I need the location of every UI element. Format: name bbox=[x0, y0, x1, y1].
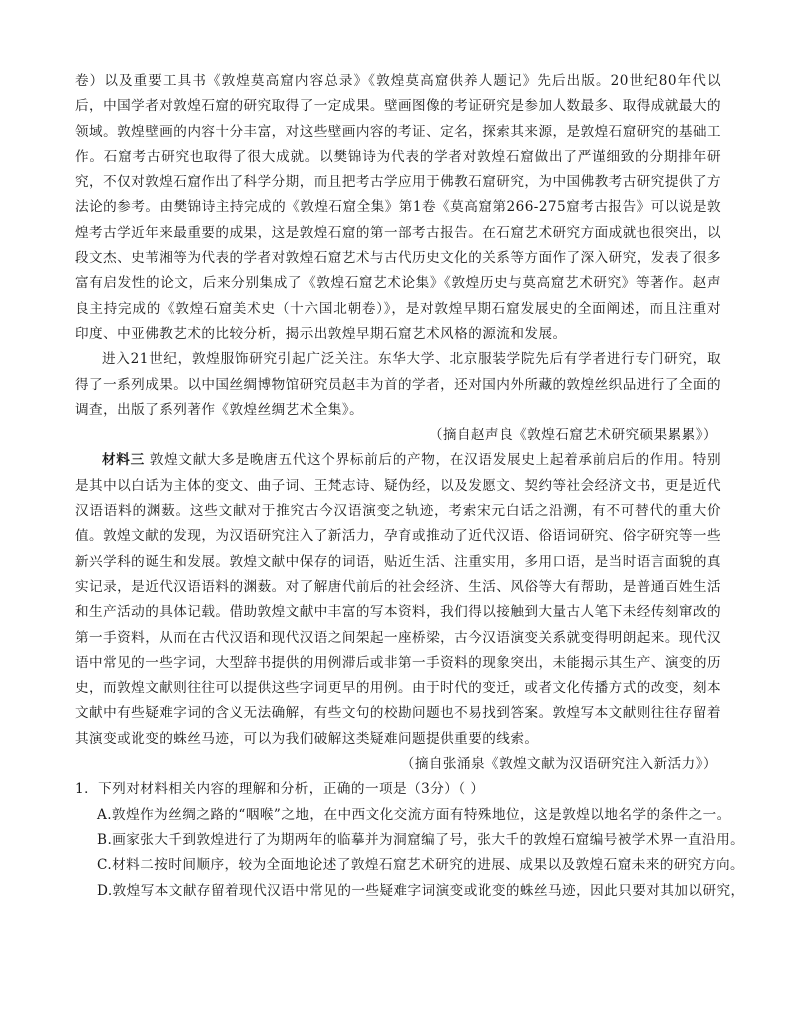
material2-paragraph-2: 进入21世纪，敦煌服饰研究引起广泛关注。东华大学、北京服装学院先后有学者进行专门研究，取得了一系列成果。以中国丝绸博物馆研究员赵丰为首的学者，还对国内外所藏的敦煌丝织品进行了全面的调查，出版了系列著作《敦煌丝绸艺术全集》。 bbox=[75, 351, 722, 418]
material2-source: （摘自赵声良《敦煌石窟艺术研究硕果累累》） bbox=[428, 427, 717, 444]
material3-paragraph bbox=[75, 448, 721, 752]
material3-body: 敦煌文献大多是晚唐五代这个界标前后的产物，在汉语发展史上起着承前启后的作用。特别是其中以白话为主体的变文、曲子词、王梵志诗、疑伪经，以及发愿文、契约等社会经济文书，更是近代汉语语料的渊薮。这些文献对于推究古今汉语演变之轨迹，考索宋元白话之沿溯，有不可替代的重大价值。敦煌文献的发现，为汉语研究注入了新活力，孕育或推动了近代汉语、俗语词研究、俗字研究等一些新兴学科的诞生和发展。敦煌文献中保存的词语，贴近生活、注重实用，多用口语，是当时语言面貌的真实记录，是近代汉语语料的渊薮。对了解唐代前后的社会经济、生活、风俗等大有帮助，是普通百姓生活和生产活动的具体记载。借助敦煌文献中丰富的写本资料，我们得以接触到大量古人笔下未经传刻窜改的第一手资料，从而在古代汉语和现代汉语之间架起一座桥梁，古今汉语演变关系就变得明朗起来。现代汉语中常见的一些字词，大型辞书提供的用例滞后或非第一手资料的现象突出，未能揭示其生产、演变的历史，而敦煌文献则往往可以提供这些字词更早的用例。由于时代的变迁，或者文化传播方式的改变，刻本文献中有些疑难字词的含义无法确解，有些文句的校勘问题也不易找到答案。敦煌写本文献则往往存留着其演变或讹变的蛛丝马迹，可以为我们破解这类疑难问题提供重要的线索。 bbox=[75, 452, 722, 747]
reading-material bbox=[75, 69, 745, 904]
question-1-option-d[interactable]: D.敦煌写本文献存留着现代汉语中常见的一些疑难字词演变或讹变的蛛丝马迹，因此只要对其加以研究， bbox=[97, 882, 745, 899]
question-1-option-b[interactable]: B.画家张大千到敦煌进行了为期两年的临摹并为洞窟编了号，张大千的敦煌石窟编号被学术界一直沿用。 bbox=[97, 831, 745, 848]
question-1-option-c[interactable]: C.材料二按时间顺序，较为全面地论述了敦煌石窟艺术研究的进展、成果以及敦煌石窟未来的研究方向。 bbox=[97, 857, 745, 874]
material2-paragraph-1: 卷）以及重要工具书《敦煌莫高窟内容总录》《敦煌莫高窟供养人题记》先后出版。20世纪80年代以后，中国学者对敦煌石窟的研究取得了一定成果。壁画图像的考证研究是参加人数最多、取得成就最大的领域。敦煌壁画的内容十分丰富，对这些壁画内容的考证、定名，探索其来源，是敦煌石窟研究的基础工作。石窟考古研究也取得了很大成就。以樊锦诗为代表的学者对敦煌石窟做出了严谨细致的分期排年研究，不仅对敦煌石窟作出了科学分期，而且把考古学应用于佛教石窟研究，为中国佛教考古研究提供了方法论的参考。由樊锦诗主持完成的《敦煌石窟全集》第1卷《莫高窟第266-275窟考古报告》可以说是敦煌考古学近年来最重要的成果，这是敦煌石窟的第一部考古报告。在石窟艺术研究方面成就也很突出，以段文杰、史苇湘等为代表的学者对敦煌石窟艺术与古代历史文化的关系等方面作了深入研究，发表了很多富有启发性的论文，后来分别集成了《敦煌石窟艺术论集》《敦煌历史与莫高窟艺术研究》等著作。赵声良主持完成的《敦煌石窟美术史（十六国北朝卷）》，是对敦煌早期石窟发展史的全面阐述，而且注重对印度、中亚佛教艺术的比较分析，揭示出敦煌早期石窟艺术风格的源流和发展。 bbox=[75, 73, 722, 342]
material3-label: 材料三 bbox=[102, 452, 145, 469]
question-1-stem: 1．下列对材料相关内容的理解和分析，正确的一项是（3分）（ ） bbox=[75, 781, 485, 798]
material3-source: （摘自张涌泉《敦煌文献为汉语研究注入新活力》） bbox=[400, 756, 717, 773]
question-1-option-a[interactable]: A.敦煌作为丝绸之路的“咽喉”之地，在中西文化交流方面有特殊地位，这是敦煌以地名学的条件之一。 bbox=[97, 806, 731, 823]
